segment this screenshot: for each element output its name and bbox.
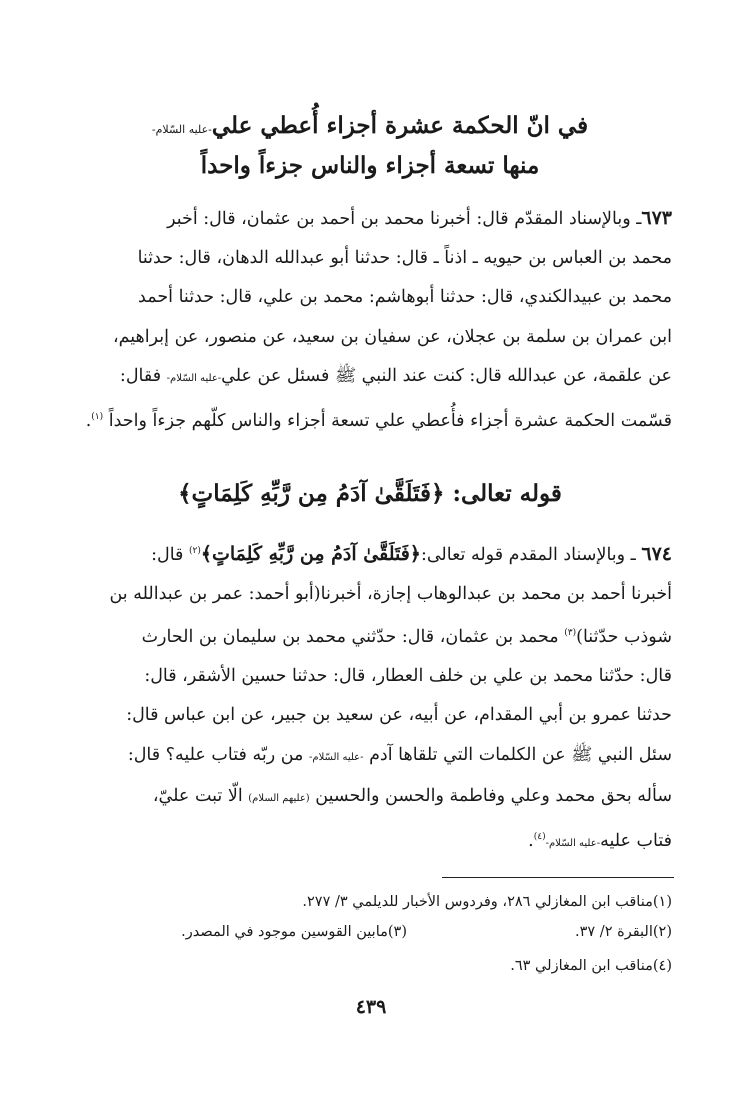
para-line: قال: حدّثنا محمد بن علي بن خلف العطار، قال: حدثنا حسين الأشقر، قال: [144, 666, 672, 687]
hadith-number: ٦٧٤ [641, 542, 672, 565]
quran-verse: ﴿فَتَلَقَّىٰ آدَمُ مِن رَّبِّهِ كَلِمَاتٍ﴾ [200, 542, 421, 565]
para-line: محمد بن عبيدالكندي، قال: حدثنا أبوهاشم: محمد بن علي، قال: حدثنا أحمد [138, 287, 672, 308]
para-line: سأله بحق محمد وعلي وفاطمة والحسن والحسين (عليهم السلام) الّا تبت عليّ، [152, 785, 672, 806]
para-line: قسّمت الحكمة عشرة أجزاء فأُعطي علي تسعة أجزاء والناس كلّهم جزءاً واحداً $^{(١)}$. [85, 410, 672, 431]
para-line: أخبرنا أحمد بن محمد بن عبدالوهاب إجازة، أخبرنا(أبو أحمد: عمر بن عبدالله بن [109, 584, 672, 605]
para-line: ابن عمران بن سلمة بن عجلان، عن سفيان بن سعيد، عن منصور، عن إبراهيم، [112, 326, 672, 347]
footnote-2: (٢)البقرة ٢/ ٣٧. [575, 924, 672, 940]
footnote-divider [442, 877, 674, 878]
honorific: -عليه السّلام- [309, 751, 364, 763]
footnote-ref: (٤) [533, 832, 546, 843]
hadith-number: ٦٧٣ [641, 207, 672, 229]
paragraph-674 [74, 532, 672, 863]
section-heading-verse: قوله تعالى: ﴿فَتَلَقَّىٰ آدَمُ مِن رَّبِّهِ كَلِمَاتٍ﴾ [178, 480, 562, 507]
para-line: ٦٧٣ـ وبالإسناد المقدّم قال: أخبرنا محمد بن أحمد بن عثمان، قال: أخبر [167, 207, 672, 229]
footnote-ref: (٣) [564, 628, 577, 639]
para-line: شوذب حدّثنا)$^{(٣)}$ محمد بن عثمان، قال: حدّثني محمد بن سليمان بن الحارث [141, 627, 672, 648]
section-heading-wisdom [80, 108, 660, 184]
heading-line-2: منها تسعة أجزاء والناس جزءاً واحداً [200, 152, 540, 179]
para-line: ٦٧٤ ـ وبالإسناد المقدم قوله تعالى:﴿فَتَلَقَّىٰ آدَمُ مِن رَّبِّهِ كَلِمَاتٍ﴾$^{(٢)}$ قال: [151, 542, 672, 565]
footnote-ref: (٢) [188, 546, 201, 556]
heading-line-1: في انّ الحكمة عشرة أجزاء أُعطي علي-عليه السّلام- [151, 112, 589, 139]
footnote-4: (٤)مناقب ابن المغازلي ٦٣. [510, 958, 672, 974]
footnote-1: (١)مناقب ابن المغازلي ٢٨٦، وفردوس الأخبار للديلمي ٣/ ٢٧٧. [302, 894, 672, 910]
para-line: سئل النبي ﷺ عن الكلمات التي تلقاها آدم -عليه السّلام- من ربّه فتاب عليه؟ قال: [127, 744, 672, 765]
para-line: فتاب عليه-عليه السّلام-$^{(٤)}$. [528, 830, 672, 851]
para-line: محمد بن العباس بن حيويه ـ اذناً ـ قال: حدثنا أبو عبدالله الدهان، قال: حدثنا [137, 248, 672, 269]
honorific: (عليهم السلام) [248, 792, 310, 804]
footnote-3: (٣)مابين القوسين موجود في المصدر. [181, 924, 407, 940]
honorific: -عليه السّلام- [151, 123, 212, 136]
footnote-ref: (١) [91, 412, 104, 423]
para-line: عن علقمة، عن عبدالله قال: كنت عند النبي ﷺ فسئل عن علي-عليه السّلام- فقال: [119, 365, 672, 386]
paragraph-673 [74, 199, 672, 441]
honorific: -عليه السّلام- [166, 372, 222, 384]
quran-verse: ﴿فَتَلَقَّىٰ آدَمُ مِن رَّبِّهِ كَلِمَاتٍ﴾ [178, 480, 445, 507]
para-line: حدثنا عمرو بن أبي المقدام، عن أبيه، عن سعيد بن جبير، عن ابن عباس قال: [126, 705, 672, 726]
page-number: ٤٣٩ [355, 996, 387, 1018]
honorific: -عليه السّلام- [545, 837, 601, 849]
